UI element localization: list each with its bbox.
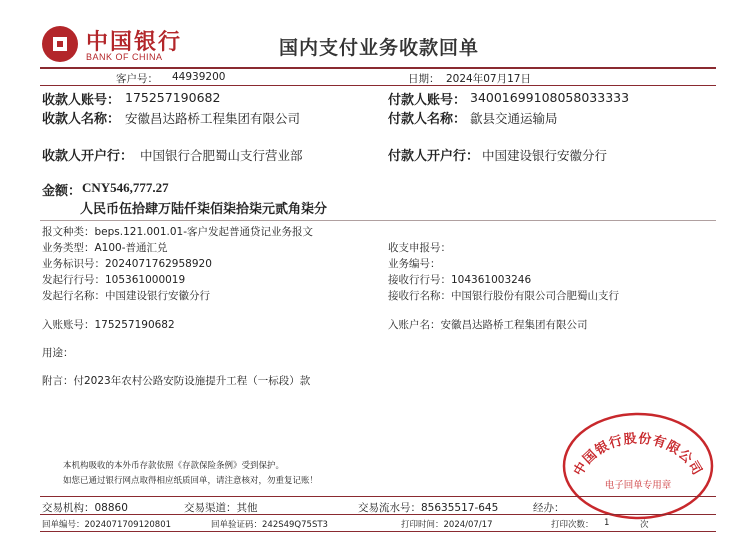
biz-code: 业务编号： xyxy=(388,258,441,270)
footer-channel: 交易渠道：其他 xyxy=(184,502,258,514)
amount-label: 金额： xyxy=(42,184,82,199)
divider xyxy=(40,220,716,221)
notice-line-1: 本机构吸收的本外币存款依照《存款保险条例》受到保护。 xyxy=(63,461,285,471)
footer-divider xyxy=(40,496,716,497)
customer-no: 44939200 xyxy=(172,71,226,83)
biz-id: 业务标识号：2024071762958920 xyxy=(42,258,212,270)
payee-bank: 中国银行合肥蜀山支行营业部 xyxy=(140,148,303,163)
send-bank-no: 发起行行号：105361000019 xyxy=(42,274,186,286)
footer-serial: 交易流水号：85635517-645 xyxy=(358,502,499,514)
amount-words: 人民币伍拾肆万陆仟柒佰柒拾柒元贰角柒分 xyxy=(80,202,328,217)
payer-account-label: 付款人账号： xyxy=(388,93,467,108)
notice-line-2: 如您已通过银行网点取得相应纸质回单，请注意核对，勿重复记账！ xyxy=(63,476,319,486)
receipt-no: 回单编号：2024071709120801 xyxy=(42,520,172,530)
stamp-arc-text: 中国银行股份有限公司 xyxy=(571,431,705,479)
footer-handler: 经办： xyxy=(533,502,565,514)
amount-value: CNY546,777.27 xyxy=(82,180,169,195)
payee-name-label: 收款人名称： xyxy=(42,112,121,127)
bank-logo-icon xyxy=(42,26,78,62)
date-value: 2024年07月17日 xyxy=(446,73,531,85)
payer-account: 34001699108058033333 xyxy=(470,90,630,105)
payer-name: 歙县交通运输局 xyxy=(470,111,558,126)
msg-type: 报文种类：beps.121.001.01-客户发起普通贷记业务报文 xyxy=(42,226,314,238)
remark: 附言：付2023年农村公路安防设施提升工程（一标段）款 xyxy=(42,375,311,387)
payee-account: 175257190682 xyxy=(125,90,221,105)
send-bank-name: 发起行名称：中国建设银行安徽分行 xyxy=(42,290,210,302)
date-label: 日期： xyxy=(408,73,440,85)
bank-name-en: BANK OF CHINA xyxy=(86,52,163,62)
page-title: 国内支付业务收款回单 xyxy=(279,37,480,59)
recv-declare-no: 收支申报号： xyxy=(388,242,451,254)
print-count-unit: 次 xyxy=(640,520,649,530)
electronic-receipt-stamp-icon xyxy=(560,410,716,522)
payer-bank-label: 付款人开户行： xyxy=(388,149,480,164)
credit-name: 入账户名：安徽昌达路桥工程集团有限公司 xyxy=(388,319,588,331)
stamp-center-text: 电子回单专用章 xyxy=(604,480,672,491)
purpose: 用途： xyxy=(42,347,74,359)
verify-code: 回单验证码：242S49Q75ST3 xyxy=(211,520,328,530)
print-count: 1 xyxy=(604,518,610,528)
recv-bank-no: 接收行行号：104361003246 xyxy=(388,274,532,286)
recv-bank-name: 接收行名称：中国银行股份有限公司合肥蜀山支行 xyxy=(388,290,619,302)
payee-bank-label: 收款人开户行： xyxy=(42,149,134,164)
payer-name-label: 付款人名称： xyxy=(388,112,467,127)
footer-org: 交易机构：08860 xyxy=(42,502,128,514)
bank-name-cn: 中国银行 xyxy=(86,29,183,54)
payee-account-label: 收款人账号： xyxy=(42,93,121,108)
credit-account: 入账账号：175257190682 xyxy=(42,319,175,331)
print-time: 打印时间：2024/07/17 xyxy=(401,520,493,530)
biz-type: 业务类型：A100-普通汇兑 xyxy=(42,242,168,254)
customer-no-label: 客户号： xyxy=(116,73,158,85)
svg-text:中国银行股份有限公司 xyxy=(570,431,705,479)
print-count-label: 打印次数： xyxy=(551,520,594,530)
payer-bank: 中国建设银行安徽分行 xyxy=(482,148,608,163)
header-divider xyxy=(40,67,716,69)
divider xyxy=(40,85,716,86)
footer-divider xyxy=(40,514,716,515)
payee-name: 安徽昌达路桥工程集团有限公司 xyxy=(125,111,301,126)
footer-divider xyxy=(40,531,716,532)
